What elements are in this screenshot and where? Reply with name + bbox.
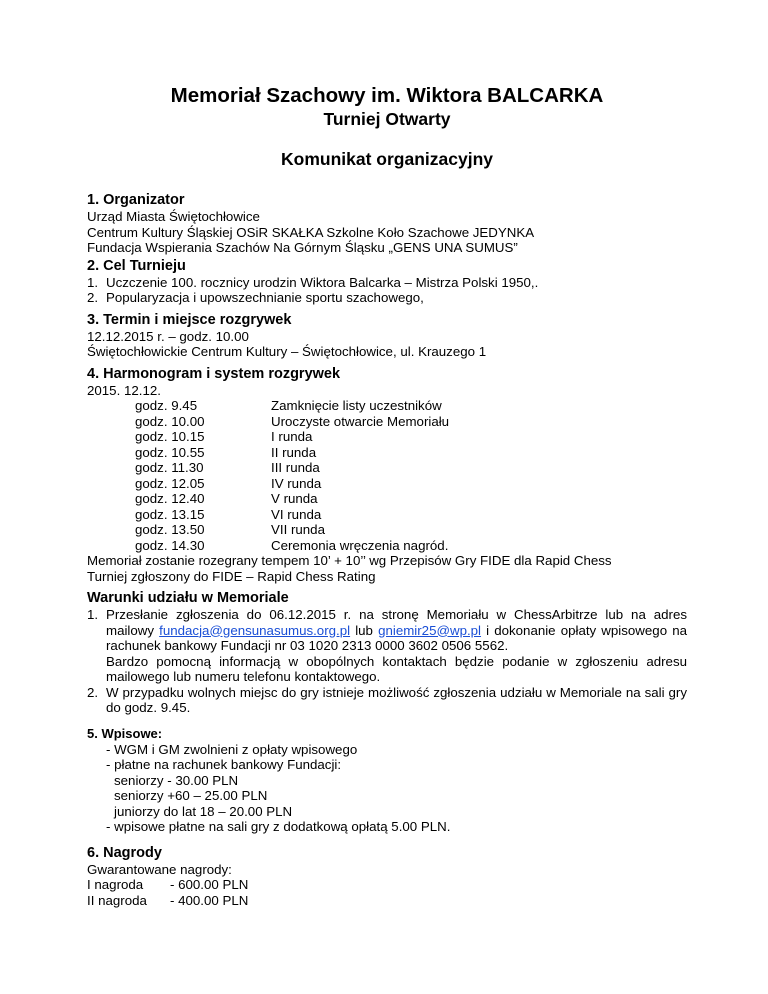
- schedule-time: godz. 11.30: [135, 460, 204, 475]
- list-item: [87, 290, 687, 306]
- section-heading: 1. Organizator: [87, 192, 185, 208]
- date-line: Świętochłowickie Centrum Kultury – Świętochłowice, ul. Krauzego 1: [87, 344, 487, 359]
- schedule-time: godz. 12.05: [135, 475, 205, 491]
- section-heading: Warunki udziału w Memoriale: [87, 590, 289, 606]
- schedule-event: IV runda: [271, 475, 322, 491]
- prize-place: II nagroda: [87, 892, 147, 908]
- section-date: [87, 312, 687, 360]
- section-heading: 2. Cel Turnieju: [87, 257, 186, 274]
- schedule-event: Ceremonia wręczenia nagród.: [271, 537, 449, 553]
- schedule-time: godz. 10.00: [135, 413, 205, 429]
- schedule-time: godz. 10.55: [135, 444, 205, 460]
- section-heading: 3. Termin i miejsce rozgrywek: [87, 311, 292, 328]
- schedule-time: godz. 13.50: [135, 522, 205, 537]
- schedule-event: VI runda: [271, 506, 322, 522]
- section-heading: 4. Harmonogram i system rozgrywek: [87, 365, 341, 382]
- email-link-fundacja[interactable]: fundacja@gensunasumus.org.pl: [159, 622, 351, 638]
- list-text: W przypadku wolnych miejsc do gry istnieje możliwość zgłoszenia udziału w Memoriale na sali gry do godz. 9.45.: [106, 684, 687, 715]
- list-number: 2.: [87, 684, 99, 700]
- list-number: 1.: [87, 274, 99, 290]
- section-schedule: [87, 366, 687, 585]
- schedule-event: Uroczyste otwarcie Memoriału: [271, 413, 450, 429]
- document-page: [87, 84, 687, 908]
- list-number: 2.: [87, 290, 99, 305]
- prizes-intro: Gwarantowane nagrody:: [87, 861, 232, 877]
- email-link-gniemir[interactable]: gniemir25@wp.pl: [378, 622, 482, 638]
- organizer-line: Fundacja Wspierania Szachów Na Górnym Śląsku „GENS UNA SUMUS”: [87, 240, 518, 255]
- list-text: Popularyzacja i upowszechnianie sportu szachowego,: [106, 290, 424, 305]
- prize-place: I nagroda: [87, 877, 144, 892]
- schedule-event: Zamknięcie listy uczestników: [271, 398, 442, 413]
- section-heading: 5. Wpisowe:: [87, 725, 163, 741]
- condition-text: Przesłanie zgłoszenia do 06.12.2015 r. na stronę Memoriału w ChessArbitrze lub na adres mailowy: [106, 607, 687, 638]
- schedule-event: III runda: [271, 460, 320, 475]
- list-text: [106, 607, 687, 685]
- list-item: [87, 685, 687, 716]
- document-title: Memoriał Szachowy im. Wiktora BALCARKA: [170, 84, 604, 107]
- fees-list: [87, 742, 687, 835]
- schedule-note: Turniej zgłoszony do FIDE – Rapid Chess Rating: [87, 568, 376, 584]
- schedule-time: godz. 9.45: [135, 398, 198, 413]
- schedule-time: godz. 12.40: [135, 491, 205, 506]
- fee-sub-line: juniorzy do lat 18 – 20.00 PLN: [114, 803, 293, 819]
- schedule-time: godz. 13.15: [135, 506, 205, 522]
- prize-amount: - 400.00 PLN: [170, 892, 249, 908]
- schedule-event: II runda: [271, 444, 317, 460]
- section-goal: [87, 258, 687, 306]
- list-text: Uczczenie 100. rocznicy urodzin Wiktora Balcarka – Mistrza Polski 1950,.: [106, 274, 539, 290]
- list-item: [87, 607, 687, 685]
- schedule-note: Memoriał zostanie rozegrany tempem 10’ + 10’’ wg Przepisów Gry FIDE dla Rapid Chess: [87, 553, 612, 568]
- schedule-event: I runda: [271, 429, 313, 444]
- schedule-date: 2015. 12.12.: [87, 382, 161, 398]
- section-fees: [87, 726, 687, 835]
- prize-amount: - 600.00 PLN: [170, 877, 249, 892]
- condition-note: Bardzo pomocną informacją w obopólnych kontaktach będzie podanie w zgłoszeniu adresu mailowego lub numeru telefonu kontaktowego.: [106, 653, 687, 684]
- schedule-table: [87, 398, 687, 553]
- schedule-time: godz. 14.30: [135, 537, 205, 553]
- fee-sub-line: seniorzy +60 – 25.00 PLN: [114, 788, 268, 803]
- document-heading: Komunikat organizacyjny: [281, 149, 493, 169]
- organizer-line: Centrum Kultury Śląskiej OSiR SKAŁKA Szkolne Koło Szachowe JEDYNKA: [87, 224, 535, 240]
- schedule-event: VII runda: [271, 522, 325, 537]
- fee-sub-line: seniorzy - 30.00 PLN: [114, 772, 239, 788]
- fee-line: - WGM i GM zwolnieni z opłaty wpisowego: [106, 741, 358, 757]
- condition-text: lub: [350, 622, 379, 638]
- date-line: 12.12.2015 r. – godz. 10.00: [87, 328, 249, 344]
- list-item: [87, 275, 687, 291]
- schedule-event: V runda: [271, 491, 318, 506]
- goal-list: [87, 275, 687, 306]
- section-heading: 6. Nagrody: [87, 844, 162, 861]
- section-conditions: [87, 590, 687, 716]
- section-organizer: [87, 192, 687, 256]
- list-number: 1.: [87, 607, 99, 622]
- organizer-line: Urząd Miasta Świętochłowice: [87, 209, 260, 224]
- section-prizes: [87, 845, 687, 909]
- document-subtitle: Turniej Otwarty: [323, 109, 451, 129]
- fee-line: - wpisowe płatne na sali gry z dodatkową opłatą 5.00 PLN.: [106, 819, 451, 834]
- fee-line: - płatne na rachunek bankowy Fundacji:: [106, 757, 342, 772]
- conditions-list: [87, 607, 687, 716]
- schedule-time: godz. 10.15: [135, 429, 205, 444]
- prizes-table: [87, 877, 687, 908]
- condition-text: i dokonanie opłaty wpisowego na rachunek bankowy Fundacji nr 03 1020 2313 0000 3602 0506 5562.: [106, 622, 687, 653]
